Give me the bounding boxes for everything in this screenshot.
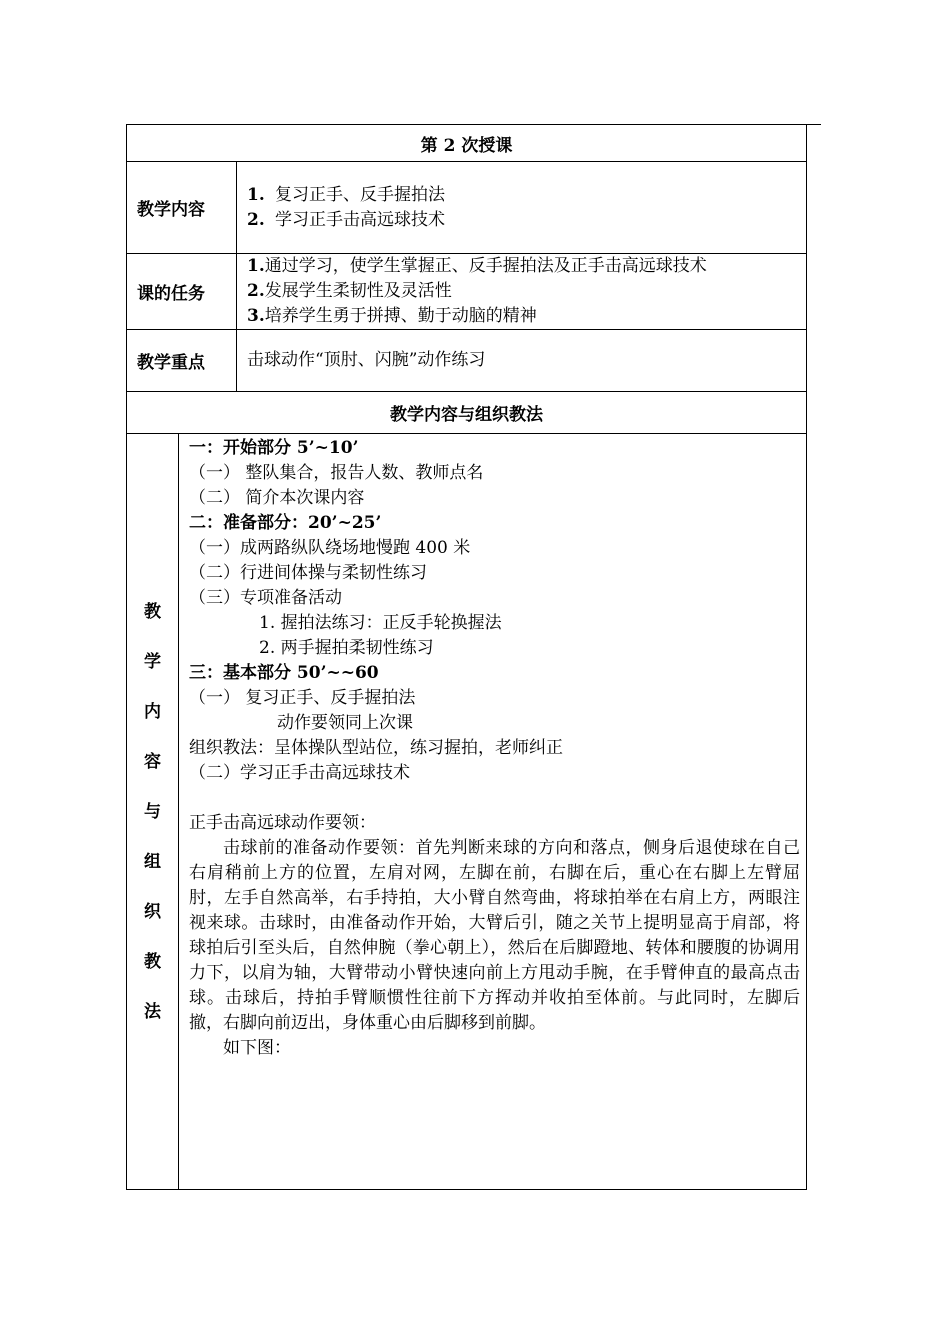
section-title: 教学内容与组织教法: [127, 392, 807, 434]
part-start-heading: 一：开始部分 5’~10’: [189, 438, 359, 458]
section-body: [179, 434, 807, 1190]
basic-item-1-note: 动作要领同上次课: [277, 713, 413, 733]
start-item-1: （一） 整队集合，报告人数、教师点名: [189, 463, 484, 483]
content-item-2: 2. 学习正手击高远球技术: [247, 209, 445, 230]
part-prep-heading: 二：准备部分：20’~25’: [189, 513, 382, 533]
content-item-1: 1. 复习正手、反手握拍法: [247, 184, 445, 205]
technique-heading: 正手击高远球动作要领：: [189, 813, 376, 833]
content-label: 教学内容: [127, 162, 237, 254]
focus-value: 击球动作“顶肘、闪腕”动作练习: [237, 330, 807, 392]
prep-sub-item-2: 2. 两手握拍柔韧性练习: [259, 638, 434, 658]
prep-item-3: （三）专项准备活动: [189, 588, 342, 608]
part-basic-heading: 三：基本部分 50’~~60: [189, 663, 379, 683]
task-label: 课的任务: [127, 254, 237, 330]
basic-item-2: （二）学习正手击高远球技术: [189, 763, 410, 783]
figure-caption: 如下图：: [223, 1038, 291, 1058]
task-item-3: 3.培养学生勇于拼搏、勤于动脑的精神: [247, 306, 537, 326]
focus-label: 教学重点: [127, 330, 237, 392]
basic-item-1: （一） 复习正手、反手握拍法: [189, 688, 416, 708]
section-side-label: 教 学 内 容 与 组 织 教 法: [127, 434, 179, 1190]
content-value: [237, 162, 807, 254]
prep-sub-item-1: 1. 握拍法练习：正反手轮换握法: [259, 613, 502, 633]
page-corner-line: [805, 124, 821, 125]
technique-paragraph: 击球前的准备动作要领：首先判断来球的方向和落点，侧身后退使球在自己右肩稍前上方的位置，左肩对网，左脚在前，右脚在后，重心在右脚上左臂屈肘，左手自然高举，右手持拍，大小臂自然弯曲，将球拍举在右肩上方，两眼注视来球。击球时，由准备动作开始，大臂后引，随之关节上提明显高于肩部，将球拍后引至头后，自然伸腕（拳心朝上），然后在后脚蹬地、转体和腰腹的协调用力下，以肩为轴，大臂带动小臂快速向前上方甩动手腕，在手臂伸直的最高点击球。击球后，持拍手臂顺惯性往前下方挥动并收拍至体前。与此同时，左脚后撤，右脚向前迈出，身体重心由后脚移到前脚。: [189, 838, 800, 1033]
blank-line: [189, 786, 800, 811]
task-item-1: 1.通过学习，使学生掌握正、反手握拍法及正手击高远球技术: [247, 256, 707, 276]
lesson-title: 第 2 次授课: [127, 125, 807, 162]
basic-organization: 组织教法：呈体操队型站位，练习握拍，老师纠正: [189, 738, 563, 758]
lesson-plan-table: [126, 124, 807, 1190]
task-item-2: 2.发展学生柔韧性及灵活性: [247, 281, 452, 301]
prep-item-2: （二）行进间体操与柔韧性练习: [189, 563, 427, 583]
start-item-2: （二） 简介本次课内容: [189, 488, 365, 508]
task-value: [237, 254, 807, 330]
prep-item-1: （一）成两路纵队绕场地慢跑 400 米: [189, 538, 471, 558]
